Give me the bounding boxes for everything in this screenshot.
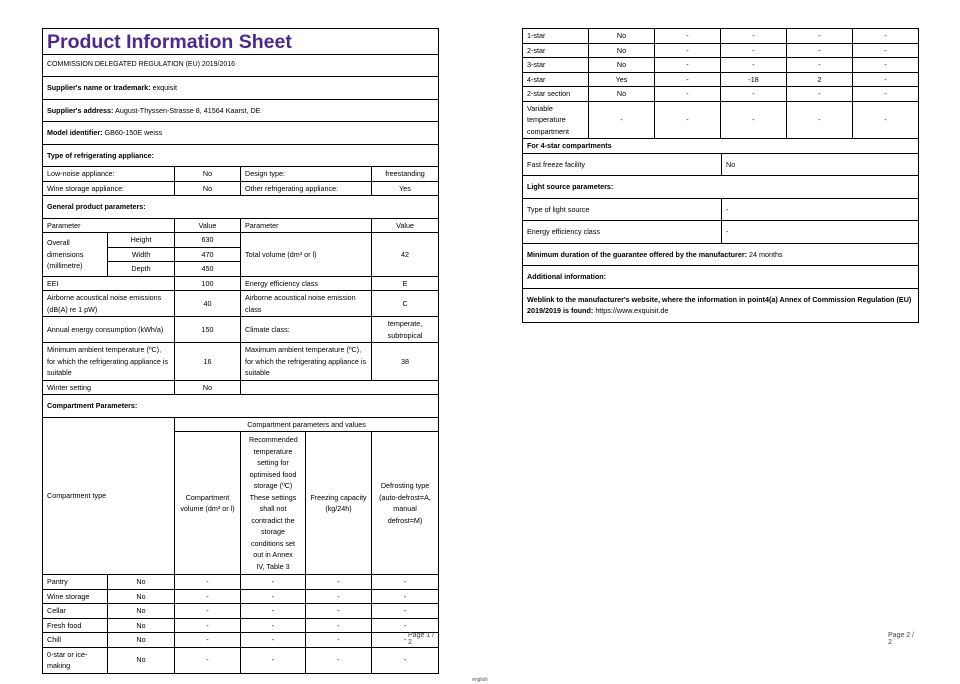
weblink-label: Weblink to the manufacturer's website, where the information in point4(a) Annex of Commission Regulation (EU) 2019/2019 is found: bbox=[527, 294, 912, 315]
compartment-present: No bbox=[108, 647, 175, 673]
regulation-line: COMMISSION DELEGATED REGULATION (EU) 2019/2016 bbox=[43, 55, 439, 77]
eei-row bbox=[43, 276, 439, 291]
compartment-row bbox=[43, 604, 439, 619]
page-2 bbox=[522, 28, 918, 646]
compartment-row bbox=[43, 618, 439, 633]
eei-value: 100 bbox=[175, 276, 241, 291]
wine-storage-row bbox=[43, 181, 439, 196]
compartment-defrost: - bbox=[372, 633, 439, 648]
design-type-value: freestanding bbox=[372, 167, 439, 182]
compartment-present: No bbox=[589, 87, 655, 102]
general-params-header: General product parameters: bbox=[43, 196, 439, 219]
model-row bbox=[43, 122, 439, 145]
compartment-present: - bbox=[589, 101, 655, 139]
climate-class-value: temperate, subtropical bbox=[372, 317, 439, 343]
compartment-volume: - bbox=[655, 29, 721, 44]
value-col-header-2: Value bbox=[372, 218, 439, 233]
light-class-row bbox=[523, 221, 919, 244]
page-1 bbox=[42, 28, 438, 674]
compartment-freezing: - bbox=[787, 29, 853, 44]
total-volume-label: Total volume (dm³ or l) bbox=[241, 233, 372, 277]
annual-energy-value: 150 bbox=[175, 317, 241, 343]
compartment-freezing: - bbox=[787, 87, 853, 102]
wine-storage-value: No bbox=[175, 181, 241, 196]
ambient-temperature-row bbox=[43, 343, 439, 381]
compartment-name: Variable temperature compartment bbox=[523, 101, 589, 139]
compartment-defrost: - bbox=[372, 604, 439, 619]
supplier-address-row bbox=[43, 99, 439, 122]
page-number: Page 1 / 2 bbox=[408, 632, 435, 646]
compartment-name: 0-star or ice-making bbox=[43, 647, 108, 673]
compartment-volume: - bbox=[175, 618, 241, 633]
recommended-temp-label: Recommended temperature setting for optimised food storage (ºC) These settings shall not contradict the storage conditions set out in Annex IV, Table 3 bbox=[241, 432, 306, 575]
page-title: Product Information Sheet bbox=[43, 29, 439, 55]
compartment-name: Wine storage bbox=[43, 589, 108, 604]
noise-row bbox=[43, 291, 439, 317]
fast-freeze-value: No bbox=[722, 153, 919, 176]
light-class-label: Energy efficiency class bbox=[523, 221, 722, 244]
compartment-temperature: - bbox=[721, 43, 787, 58]
compartment-name: Pantry bbox=[43, 575, 108, 590]
guarantee-value: 24 months bbox=[749, 249, 783, 259]
weblink-row bbox=[523, 288, 919, 322]
language-footer: english bbox=[472, 677, 488, 683]
compartment-freezing: - bbox=[306, 633, 372, 648]
noise-label: Airborne acoustical noise emissions (dB(A) re 1 pW) bbox=[43, 291, 175, 317]
max-ambient-value: 38 bbox=[372, 343, 439, 381]
compartment-row bbox=[523, 43, 919, 58]
compartment-freezing: - bbox=[306, 604, 372, 619]
compartment-rows-page-1 bbox=[43, 575, 439, 674]
compartment-header-row-1 bbox=[43, 417, 439, 432]
compartment-params-header: Compartment Parameters: bbox=[43, 395, 439, 418]
winter-setting-value: No bbox=[175, 380, 241, 395]
compartment-temperature: - bbox=[241, 633, 306, 648]
parameter-col-header: Parameter bbox=[43, 218, 175, 233]
compartment-temperature: - bbox=[241, 575, 306, 590]
compartment-temperature: -18 bbox=[721, 72, 787, 87]
compartment-row bbox=[43, 647, 439, 673]
total-volume-value: 42 bbox=[372, 233, 439, 277]
width-label: Width bbox=[108, 247, 175, 262]
supplier-address-value: August-Thyssen-Strasse 8, 41564 Kaarst, DE bbox=[115, 105, 261, 115]
low-noise-label: Low-noise appliance: bbox=[43, 167, 175, 182]
guarantee-row bbox=[523, 243, 919, 266]
defrosting-type-label: Defrosting type (auto-defrost=A, manual defrost=M) bbox=[372, 432, 439, 575]
compartment-row bbox=[43, 575, 439, 590]
compartment-present: No bbox=[108, 618, 175, 633]
compartment-freezing: - bbox=[306, 589, 372, 604]
compartment-row bbox=[43, 633, 439, 648]
design-type-label: Design type: bbox=[241, 167, 372, 182]
parameter-col-header-2: Parameter bbox=[241, 218, 372, 233]
annual-energy-row bbox=[43, 317, 439, 343]
compartment-freezing: - bbox=[787, 43, 853, 58]
width-value: 470 bbox=[175, 247, 241, 262]
compartment-row bbox=[43, 589, 439, 604]
model-label: Model identifier: bbox=[47, 128, 103, 137]
supplier-address-label: Supplier's address: bbox=[47, 105, 114, 115]
min-ambient-value: 16 bbox=[175, 343, 241, 381]
light-source-header: Light source parameters: bbox=[523, 176, 919, 199]
energy-class-value: E bbox=[372, 276, 439, 291]
compartment-temperature: - bbox=[241, 618, 306, 633]
compartment-present: Yes bbox=[589, 72, 655, 87]
compartment-rows-page-2 bbox=[523, 29, 919, 139]
compartment-volume: - bbox=[175, 633, 241, 648]
compartment-freezing: - bbox=[306, 647, 372, 673]
compartment-name: 4-star bbox=[523, 72, 589, 87]
compartment-volume: - bbox=[655, 43, 721, 58]
compartment-defrost: - bbox=[372, 647, 439, 673]
noise-value: 40 bbox=[175, 291, 241, 317]
compartment-freezing: - bbox=[787, 101, 853, 139]
annual-energy-label: Annual energy consumption (kWh/a) bbox=[43, 317, 175, 343]
compartment-name: Chill bbox=[43, 633, 108, 648]
supplier-name-label: Supplier's name or trademark: bbox=[47, 83, 151, 92]
general-params-column-headers bbox=[43, 218, 439, 233]
compartment-temperature: - bbox=[241, 647, 306, 673]
compartment-defrost: - bbox=[853, 43, 919, 58]
winter-setting-row bbox=[43, 380, 439, 395]
additional-info-table bbox=[522, 139, 919, 323]
supplier-name-row bbox=[43, 77, 439, 100]
compartment-defrost: - bbox=[372, 618, 439, 633]
overall-dimensions-label: Overall dimensions (millimetre) bbox=[43, 233, 108, 277]
compartment-params-values-label: Compartment parameters and values bbox=[175, 417, 439, 432]
compartment-temperature: - bbox=[721, 87, 787, 102]
appliance-type-header: Type of refrigerating appliance: bbox=[43, 144, 439, 167]
compartment-present: No bbox=[108, 633, 175, 648]
compartment-freezing: - bbox=[787, 58, 853, 73]
compartment-defrost: - bbox=[853, 72, 919, 87]
compartment-volume: - bbox=[175, 604, 241, 619]
depth-value: 450 bbox=[175, 262, 241, 277]
compartment-defrost: - bbox=[853, 29, 919, 44]
light-type-label: Type of light source bbox=[523, 198, 722, 221]
compartment-temperature: - bbox=[721, 29, 787, 44]
low-noise-row bbox=[43, 167, 439, 182]
compartment-freezing: 2 bbox=[787, 72, 853, 87]
max-ambient-label: Maximum ambient temperature (ºC), for which the refrigerating appliance is suitable bbox=[241, 343, 372, 381]
depth-label: Depth bbox=[108, 262, 175, 277]
additional-info-header: Additional information: bbox=[523, 266, 919, 289]
noise-class-label: Airborne acoustical noise emission class bbox=[241, 291, 372, 317]
compartment-volume: - bbox=[175, 589, 241, 604]
weblink-value[interactable]: https://www.exquisit.de bbox=[595, 306, 669, 315]
supplier-name-value: exquisit bbox=[152, 83, 177, 92]
compartment-volume: - bbox=[655, 72, 721, 87]
light-type-value: - bbox=[722, 198, 919, 221]
light-type-row bbox=[523, 198, 919, 221]
wine-storage-label: Wine storage appliance: bbox=[43, 181, 175, 196]
compartment-row bbox=[523, 87, 919, 102]
min-ambient-label: Minimum ambient temperature (ºC), for which the refrigerating appliance is suitable bbox=[43, 343, 175, 381]
compartment-present: No bbox=[589, 43, 655, 58]
compartment-row bbox=[523, 72, 919, 87]
height-value: 630 bbox=[175, 233, 241, 248]
compartment-temperature: - bbox=[241, 589, 306, 604]
compartment-freezing: - bbox=[306, 618, 372, 633]
other-appliance-label: Other refrigerating appliance: bbox=[241, 181, 372, 196]
compartment-volume: - bbox=[175, 575, 241, 590]
compartment-defrost: - bbox=[372, 575, 439, 590]
compartment-volume-label: Compartment volume (dm³ or l) bbox=[175, 432, 241, 575]
compartment-name: Fresh food bbox=[43, 618, 108, 633]
compartment-row bbox=[523, 58, 919, 73]
guarantee-label: Minimum duration of the guarantee offered by the manufacturer: bbox=[527, 249, 748, 259]
compartment-volume: - bbox=[655, 58, 721, 73]
model-value: GB60-150E weiss bbox=[104, 128, 163, 137]
compartment-defrost: - bbox=[853, 101, 919, 139]
energy-class-label: Energy efficiency class bbox=[241, 276, 372, 291]
compartment-present: No bbox=[108, 575, 175, 590]
compartment-name: 3-star bbox=[523, 58, 589, 73]
compartment-name: 1-star bbox=[523, 29, 589, 44]
compartment-name: 2-star bbox=[523, 43, 589, 58]
compartment-defrost: - bbox=[853, 87, 919, 102]
compartment-row bbox=[523, 29, 919, 44]
compartment-name: Cellar bbox=[43, 604, 108, 619]
climate-class-label: Climate class: bbox=[241, 317, 372, 343]
compartment-present: No bbox=[589, 29, 655, 44]
product-info-table-page-1 bbox=[42, 28, 439, 674]
freezing-capacity-label: Freezing capacity (kg/24h) bbox=[306, 432, 372, 575]
light-class-value: - bbox=[722, 221, 919, 244]
compartment-present: No bbox=[108, 604, 175, 619]
four-star-header: For 4-star compartments bbox=[523, 139, 919, 153]
fast-freeze-row bbox=[523, 153, 919, 176]
compartment-table-page-2 bbox=[522, 28, 919, 139]
page-number-2: Page 2 / 2 bbox=[888, 632, 915, 646]
low-noise-value: No bbox=[175, 167, 241, 182]
compartment-defrost: - bbox=[853, 58, 919, 73]
compartment-type-label: Compartment type bbox=[43, 417, 175, 575]
compartment-present: No bbox=[589, 58, 655, 73]
compartment-temperature: - bbox=[721, 101, 787, 139]
height-row bbox=[43, 233, 439, 248]
winter-setting-label: Winter setting bbox=[43, 380, 175, 395]
compartment-volume: - bbox=[655, 101, 721, 139]
compartment-row bbox=[523, 101, 919, 139]
compartment-temperature: - bbox=[721, 58, 787, 73]
compartment-present: No bbox=[108, 589, 175, 604]
compartment-temperature: - bbox=[241, 604, 306, 619]
other-appliance-value: Yes bbox=[372, 181, 439, 196]
empty-cell bbox=[241, 380, 439, 395]
value-col-header: Value bbox=[175, 218, 241, 233]
compartment-volume: - bbox=[175, 647, 241, 673]
fast-freeze-label: Fast freeze facility bbox=[523, 153, 722, 176]
eei-label: EEI bbox=[43, 276, 175, 291]
compartment-defrost: - bbox=[372, 589, 439, 604]
height-label: Height bbox=[108, 233, 175, 248]
compartment-volume: - bbox=[655, 87, 721, 102]
compartment-freezing: - bbox=[306, 575, 372, 590]
noise-class-value: C bbox=[372, 291, 439, 317]
compartment-name: 2-star section bbox=[523, 87, 589, 102]
